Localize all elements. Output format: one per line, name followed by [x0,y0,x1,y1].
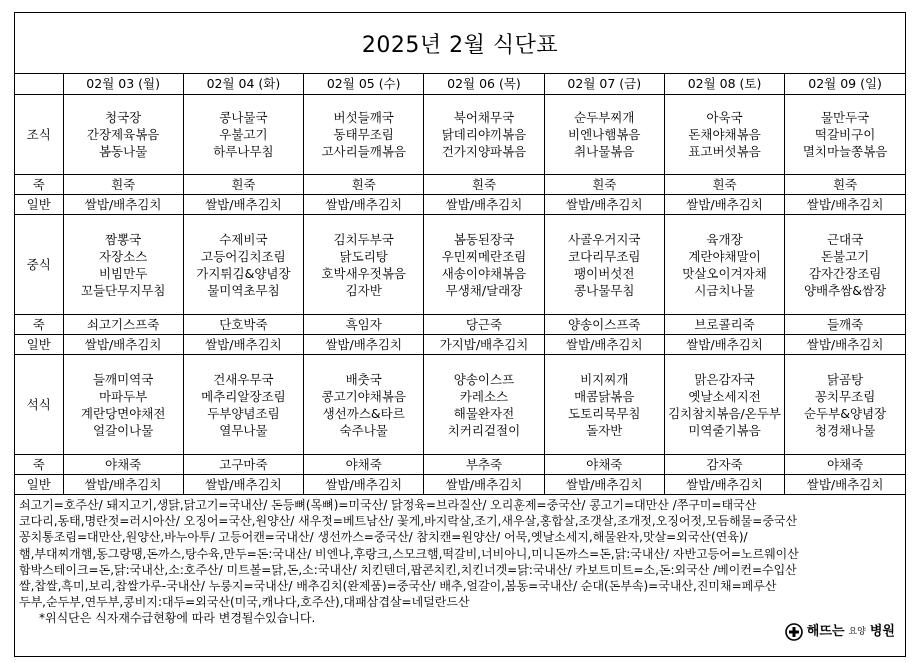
lunch-row [15,215,905,315]
day-header: 02월 04 (화) [183,74,303,95]
page-title: 2025년 2월 식단표 [15,13,905,74]
menu-item: 멸치마늘쫑볶음 [802,144,888,159]
breakfast-cell [664,95,784,175]
dinner-regular-cell: 쌀밥/배추김치 [424,475,544,495]
menu-item: 얼갈이나물 [92,422,154,438]
origin-note-line: 코다리,동태,명란젓=러시아산/ 오징어=국산,원양산/ 새우젓=베트남산/ 꽃게,바지락살,조기,새우살,홍합살,조갯살,조개젓,오징어젓,모듬해물=중국산 [19,514,798,529]
menu-item: 닭데리야끼볶음 [441,127,527,142]
dinner-porridge-cell: 야채죽 [544,455,664,475]
menu-item: 건새우무국 [213,371,274,387]
dinner-row [15,355,905,455]
lunch-cell [664,215,784,315]
lunch-porridge-label: 죽 [15,315,63,335]
menu-item: 김자반 [345,282,382,298]
dinner-regular-row [15,475,905,495]
menu-item: 팽이버섯전 [574,265,635,281]
dinner-cell [544,355,664,455]
menu-item: 계란야채말이 [688,248,761,264]
dinner-regular-cell: 쌀밥/배추김치 [544,475,664,495]
menu-item: 코다리무조림 [568,248,641,264]
menu-item: 꼬들단무지무침 [80,282,166,298]
menu-item: 양배추쌈&쌈장 [803,282,887,298]
lunch-label: 중식 [15,215,63,315]
hospital-logo [785,623,895,641]
dinner-porridge-cell: 야채죽 [304,455,424,475]
dinner-regular-cell: 쌀밥/배추김치 [785,475,905,495]
menu-item: 사골우거지국 [568,231,641,247]
menu-item: 도토리묵무침 [568,405,641,421]
lunch-cell [424,215,544,315]
menu-item: 새송이야채볶음 [441,265,527,281]
breakfast-cell [304,95,424,175]
menu-item: 근대국 [826,231,864,247]
menu-item: 매콤닭볶음 [574,388,635,404]
lunch-regular-label: 일반 [15,335,63,355]
menu-item: 비지찌개 [580,371,629,387]
menu-item: 시금치나물 [694,282,755,298]
dinner-cell [785,355,905,455]
menu-item: 청국장 [105,110,142,125]
lunch-cell [544,215,664,315]
dinner-regular-cell: 쌀밥/배추김치 [183,475,303,495]
origin-note-line: 쇠고기=호주산/ 돼지고기,생닭,닭고기=국내산/ 돈등뼈(목뼈)=미국산/ 닭정육=브라질산/ 오리훈제=중국산/ 콩고기=대만산 /쭈구미=태국산 [19,498,757,512]
menu-item: 무생채/달래장 [445,282,523,298]
menu-item: 우불고기 [219,127,268,142]
lunch-regular-row [15,335,905,355]
lunch-porridge-cell: 쇠고기스프죽 [63,315,183,335]
dinner-regular-cell: 쌀밥/배추김치 [304,475,424,495]
breakfast-porridge-cell: 흰죽 [544,175,664,195]
menu-item: 숙주나물 [339,422,388,438]
menu-item: 버섯들깨국 [333,110,394,125]
day-header: 02월 06 (목) [424,74,544,95]
breakfast-regular-cell: 쌀밥/배추김치 [183,195,303,215]
dinner-cell [304,355,424,455]
menu-item: 표고버섯볶음 [688,144,761,159]
lunch-porridge-cell: 브로콜리죽 [664,315,784,335]
corner-cell [15,74,63,95]
menu-item: 생선까스&타르 [322,405,405,421]
breakfast-cell [785,95,905,175]
dinner-cell [424,355,544,455]
menu-item: 콩나물무침 [574,282,635,298]
dinner-regular-label: 일반 [15,475,63,495]
menu-item: 비엔나햄볶음 [568,127,641,142]
day-header: 02월 07 (금) [544,74,664,95]
breakfast-regular-cell: 쌀밥/배추김치 [63,195,183,215]
origin-note-line: 쌀,찹쌀,흑미,보리,찹쌀가루-국내산/ 누룽지=국내산/ 배추김치(완제품)=중국산/ 배추,얼갈이,봄동=국내산/ 순대(돈부속)=국내산,진미채=페루산 [19,579,777,594]
menu-item: 순두부&양념장 [803,405,887,421]
menu-item: 김치두부국 [333,231,394,247]
logo-sub: 요양 [848,626,866,637]
menu-item: 아욱국 [706,110,743,125]
dinner-porridge-row [15,455,905,475]
logo-name: 해뜨는 [806,623,845,639]
footnote: *위식단은 식자재수급현황에 따라 변경될수있습니다. [39,611,316,626]
lunch-cell [785,215,905,315]
menu-item: 육개장 [706,231,743,247]
menu-item: 계란당면야채전 [80,405,166,421]
menu-item: 카레소스 [459,388,509,404]
dinner-cell [63,355,183,455]
menu-item: 동태무조림 [333,127,394,142]
lunch-cell [63,215,183,315]
breakfast-label: 조식 [15,95,63,175]
origin-note-line: 함박스테이크=돈,닭:국내산,소:호주산/ 미트볼=닭,돈,소:국내산/ 치킨텐더,팝콘치킨,치킨너겟=닭:국내산/ 카보트미트=소,돈:외국산 /베이컨=수입산 [19,562,797,577]
day-header: 02월 05 (수) [304,74,424,95]
menu-item: 고사리들깨볶음 [321,144,406,159]
menu-item: 봄동나물 [98,144,148,159]
breakfast-regular-cell: 쌀밥/배추김치 [664,195,784,215]
lunch-regular-cell: 쌀밥/배추김치 [183,335,303,355]
menu-item: 북어채무국 [453,110,515,125]
lunch-regular-cell: 쌀밥/배추김치 [544,335,664,355]
menu-item: 콩고기야채볶음 [321,388,406,404]
breakfast-cell [63,95,183,175]
menu-item: 순두부찌개 [574,110,635,125]
dinner-regular-cell: 쌀밥/배추김치 [664,475,784,495]
lunch-porridge-cell: 당근죽 [424,315,544,335]
menu-item: 수제비국 [219,231,268,247]
menu-item: 봄동된장국 [453,231,515,247]
lunch-porridge-cell: 양송이스프죽 [544,315,664,335]
dinner-porridge-cell: 부추죽 [424,455,544,475]
menu-item: 해물완자전 [453,405,515,421]
menu-item: 열무나물 [219,422,268,438]
lunch-regular-cell: 쌀밥/배추김치 [63,335,183,355]
menu-item: 가지튀김&양념장 [196,265,291,281]
dinner-regular-cell: 쌀밥/배추김치 [63,475,183,495]
menu-item: 양송이스프 [453,371,515,387]
breakfast-regular-cell: 쌀밥/배추김치 [424,195,544,215]
breakfast-cell [183,95,303,175]
lunch-porridge-row [15,315,905,335]
dinner-porridge-cell: 감자죽 [664,455,784,475]
lunch-regular-cell: 쌀밥/배추김치 [664,335,784,355]
dinner-porridge-cell: 야채죽 [63,455,183,475]
menu-item: 물미역초무침 [207,282,280,298]
menu-item: 배춧국 [345,371,382,387]
breakfast-regular-cell: 쌀밥/배추김치 [785,195,905,215]
menu-item: 꽁치무조림 [814,388,876,404]
origin-note-line: 햄,부대찌개햄,동그랑땡,돈까스,탕수육,만두=돈:국내산/ 비엔나,후랑크,스모크햄,떡갈비,너비아니,미니돈까스=돈,닭:국내산/ 자반고등어=노르웨이산 [19,546,799,561]
breakfast-porridge-row [15,175,905,195]
menu-item: 우민찌메란조림 [441,248,527,264]
menu-item: 떡갈비구이 [814,127,876,142]
menu-item: 하루나무침 [213,144,274,159]
hospital-logo-icon [785,623,803,641]
origin-note-line: 두부,순두부,연두부,콩비지:대두=외국산(미국,캐나다,호주산),대패삼겹살=네덜란드산 [19,595,470,610]
lunch-regular-cell: 가지밥/배추김치 [424,335,544,355]
menu-item: 자장소스 [98,248,148,264]
lunch-regular-cell: 쌀밥/배추김치 [785,335,905,355]
menu-item: 돈불고기 [820,248,870,264]
origin-notes [15,495,905,647]
menu-item: 들깨미역국 [92,371,154,387]
menu-item: 호박새우젓볶음 [321,265,406,281]
dinner-cell [183,355,303,455]
menu-item: 감자간장조림 [808,265,882,281]
menu-item: 청경채나물 [814,422,876,438]
dinner-porridge-cell: 야채죽 [785,455,905,475]
lunch-porridge-cell: 흑임자 [304,315,424,335]
breakfast-row [15,95,905,175]
dinner-porridge-cell: 고구마죽 [183,455,303,475]
menu-item: 비빔만두 [98,265,148,281]
breakfast-porridge-cell: 흰죽 [304,175,424,195]
breakfast-regular-label: 일반 [15,195,63,215]
menu-item: 메추리알장조림 [201,388,286,404]
breakfast-porridge-cell: 흰죽 [785,175,905,195]
menu-item: 돈채야채볶음 [688,127,761,142]
breakfast-porridge-cell: 흰죽 [664,175,784,195]
breakfast-cell [544,95,664,175]
lunch-porridge-cell: 단호박죽 [183,315,303,335]
menu-item: 닭도리탕 [339,248,388,264]
menu-item: 건가지양파볶음 [441,144,527,159]
day-header: 02월 08 (토) [664,74,784,95]
menu-item: 치커리겉절이 [447,422,521,438]
day-header-row [15,74,905,95]
menu-item: 옛날소세지전 [688,388,761,404]
menu-item: 취나물볶음 [574,144,635,159]
menu-item: 고등어김치조림 [201,248,286,264]
day-header: 02월 09 (일) [785,74,905,95]
breakfast-porridge-cell: 흰죽 [424,175,544,195]
menu-table [15,74,905,495]
day-header: 02월 03 (월) [63,74,183,95]
logo-suffix: 병원 [869,623,895,639]
lunch-porridge-cell: 들깨죽 [785,315,905,335]
menu-item: 김치참치볶음/온두부 [668,405,781,421]
menu-item: 두부양념조림 [207,405,280,421]
origin-note-line: 꽁치통조림=대만산,원양산,바누아투/ 고등어캔=국내산/ 생선까스=중국산/ 참치캔=원양산/ 어묵,옛날소세지,해물완자,맛살=외국산(연육)/ [19,530,748,545]
breakfast-regular-cell: 쌀밥/배추김치 [544,195,664,215]
menu-item: 마파두부 [98,388,148,404]
breakfast-porridge-label: 죽 [15,175,63,195]
menu-item: 닭곰탕 [826,371,864,387]
breakfast-regular-row [15,195,905,215]
menu-item: 돌자반 [586,422,623,438]
breakfast-porridge-cell: 흰죽 [63,175,183,195]
breakfast-cell [424,95,544,175]
menu-item: 물만두국 [820,110,870,125]
dinner-porridge-label: 죽 [15,455,63,475]
dinner-label: 석식 [15,355,63,455]
breakfast-regular-cell: 쌀밥/배추김치 [304,195,424,215]
lunch-cell [183,215,303,315]
lunch-regular-cell: 쌀밥/배추김치 [304,335,424,355]
menu-item: 간장제육볶음 [86,127,160,142]
menu-item: 맛살오이겨자채 [682,265,767,281]
menu-sheet [14,12,906,657]
breakfast-porridge-cell: 흰죽 [183,175,303,195]
menu-item: 짬뽕국 [105,231,142,247]
menu-item: 미역줄기볶음 [688,422,761,438]
menu-item: 콩나물국 [219,110,268,125]
menu-item: 맑은감자국 [694,371,755,387]
dinner-cell [664,355,784,455]
lunch-cell [304,215,424,315]
